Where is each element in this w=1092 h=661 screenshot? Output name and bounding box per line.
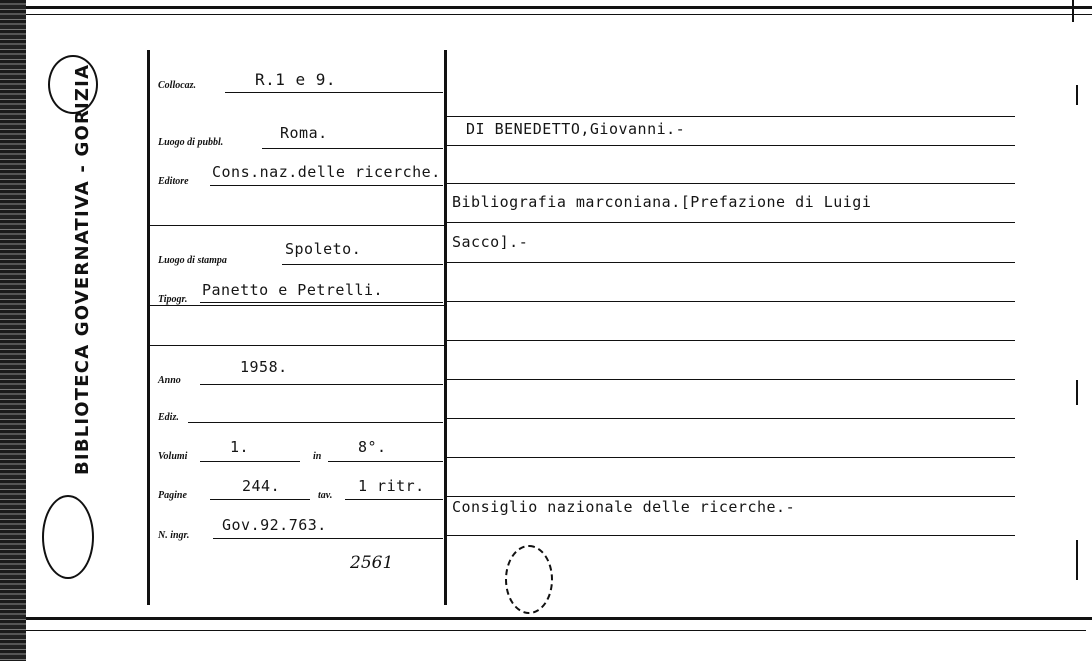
line-formato: [328, 461, 443, 462]
right-edge-mark: [1076, 85, 1078, 105]
label-anno: Anno: [158, 375, 181, 386]
value-tavole: 1 ritr.: [358, 477, 425, 495]
bottom-border: [26, 617, 1092, 620]
entry-rule: [447, 116, 1015, 117]
handwritten-note: 2561: [350, 553, 394, 573]
line-ediz: [188, 422, 443, 423]
entry-added-entry: Consiglio nazionale delle ricerche.-: [452, 498, 796, 516]
section-divider: [150, 225, 444, 226]
entry-rule: [447, 418, 1015, 419]
label-luogo-pubbl: Luogo di pubbl.: [158, 137, 224, 148]
top-border-thin: [26, 14, 1092, 15]
entry-rule: [447, 496, 1015, 497]
value-volumi: 1.: [230, 438, 250, 456]
entry-rule: [447, 340, 1015, 341]
entry-rule: [447, 262, 1015, 263]
entry-rule: [447, 301, 1015, 302]
bottom-border-thin: [26, 630, 1086, 631]
punch-hole-top: [48, 55, 98, 114]
entry-rule: [447, 535, 1015, 536]
line-collocazione: [225, 92, 443, 93]
label-tipogr: Tipogr.: [158, 294, 188, 305]
punch-hole-middle: [505, 545, 553, 614]
value-n-ingr: Gov.92.763.: [222, 516, 327, 534]
label-pagine: Pagine: [158, 490, 187, 501]
value-editore: Cons.naz.delle ricerche.: [212, 163, 441, 181]
value-luogo-pubbl: Roma.: [280, 124, 328, 142]
label-luogo-stampa: Luogo di stampa: [158, 255, 227, 266]
line-tavole: [345, 499, 443, 500]
scan-edge: [0, 0, 26, 661]
line-editore: [210, 185, 443, 186]
line-luogo-pubbl: [262, 148, 443, 149]
line-volumi: [200, 461, 300, 462]
right-edge-mark: [1076, 380, 1078, 405]
institution-heading: BIBLIOTECA GOVERNATIVA - GORIZIA: [72, 63, 93, 475]
line-tipogr: [200, 302, 443, 303]
label-editore: Editore: [158, 176, 189, 187]
entry-title-line2: Sacco].-: [452, 233, 529, 251]
label-tavole: tav.: [318, 490, 333, 501]
line-n-ingr: [213, 538, 443, 539]
label-n-ingr: N. ingr.: [158, 530, 190, 541]
form-left-rule: [147, 50, 150, 605]
value-anno: 1958.: [240, 358, 288, 376]
value-luogo-stampa: Spoleto.: [285, 240, 362, 258]
value-collocazione: R.1 e 9.: [255, 70, 337, 89]
top-border: [26, 6, 1092, 9]
label-formato: in: [313, 451, 322, 462]
label-collocazione: Collocaz.: [158, 80, 197, 91]
section-divider: [150, 345, 444, 346]
line-luogo-stampa: [282, 264, 443, 265]
entry-rule: [447, 145, 1015, 146]
value-formato: 8°.: [358, 438, 387, 456]
right-edge-mark: [1072, 0, 1074, 22]
entry-title-line1: Bibliografia marconiana.[Prefazione di Luigi: [452, 193, 872, 211]
punch-hole-bottom: [42, 495, 94, 579]
value-tipogr: Panetto e Petrelli.: [202, 281, 384, 299]
entry-rule: [447, 379, 1015, 380]
line-anno: [200, 384, 443, 385]
entry-author: DI BENEDETTO,Giovanni.-: [466, 120, 686, 138]
label-ediz: Ediz.: [158, 412, 179, 423]
line-pagine: [210, 499, 310, 500]
entry-rule: [447, 457, 1015, 458]
entry-rule: [447, 183, 1015, 184]
section-divider: [150, 305, 444, 306]
form-right-rule: [444, 50, 447, 605]
entry-rule: [447, 222, 1015, 223]
value-pagine: 244.: [242, 477, 281, 495]
label-volumi: Volumi: [158, 451, 188, 462]
right-edge-mark: [1076, 540, 1078, 580]
